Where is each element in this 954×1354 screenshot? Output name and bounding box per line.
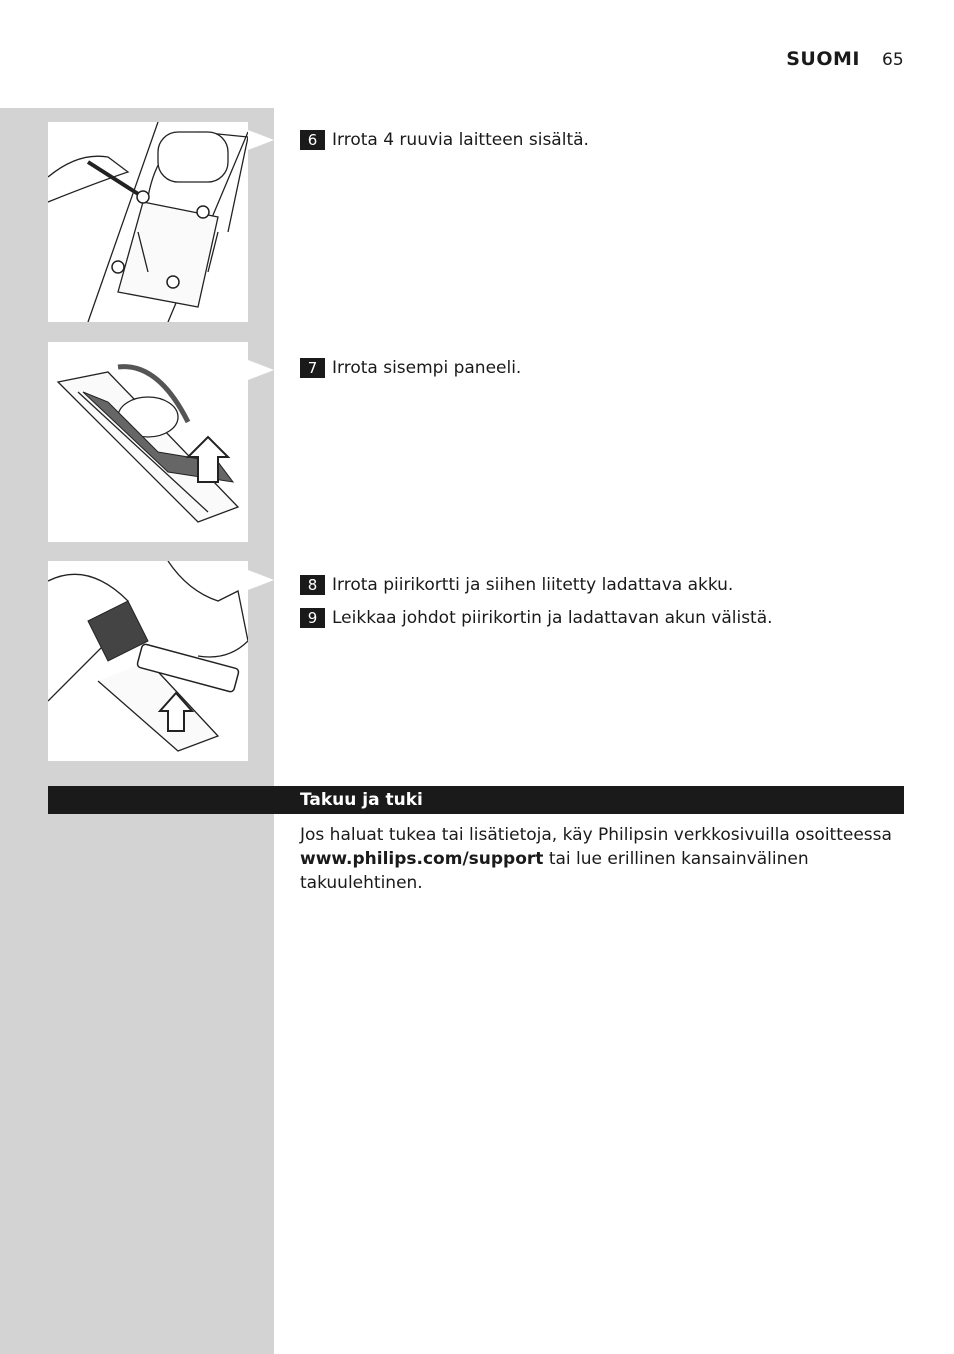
illustration-remove-circuit-board [48,561,248,761]
support-paragraph [300,823,910,895]
section-header-bar [48,786,904,814]
step-8 [300,575,733,595]
step-number: 9 [300,608,325,628]
figure-pointer [248,360,274,380]
step-text: Irrota 4 ruuvia laitteen sisältä. [332,130,589,150]
figure-pointer [248,130,274,150]
illustration-remove-panel [48,342,248,542]
step-text: Irrota sisempi paneeli. [332,358,522,378]
section-title: Takuu ja tuki [300,790,423,810]
step-number: 7 [300,358,325,378]
step-7 [300,358,521,378]
step-number: 8 [300,575,325,595]
step-text: Leikkaa johdot piirikortin ja ladattavan akun välistä. [332,608,773,628]
step-number: 6 [300,130,325,150]
step-6 [300,130,589,150]
page-number: 65 [882,50,904,70]
support-text-intro: Jos haluat tukea tai lisätietoja, käy Philipsin verkkosivuilla osoitteessa [300,825,892,845]
language-label: SUOMI [786,48,860,70]
support-text-outro: tai lue erillinen kansainvälinen takuulehtinen. [300,849,809,893]
step-9 [300,608,773,628]
figure-pointer [248,570,274,590]
illustration-remove-screws [48,122,248,322]
support-url: www.philips.com/support [300,849,544,869]
step-text: Irrota piirikortti ja siihen liitetty ladattava akku. [332,575,734,595]
